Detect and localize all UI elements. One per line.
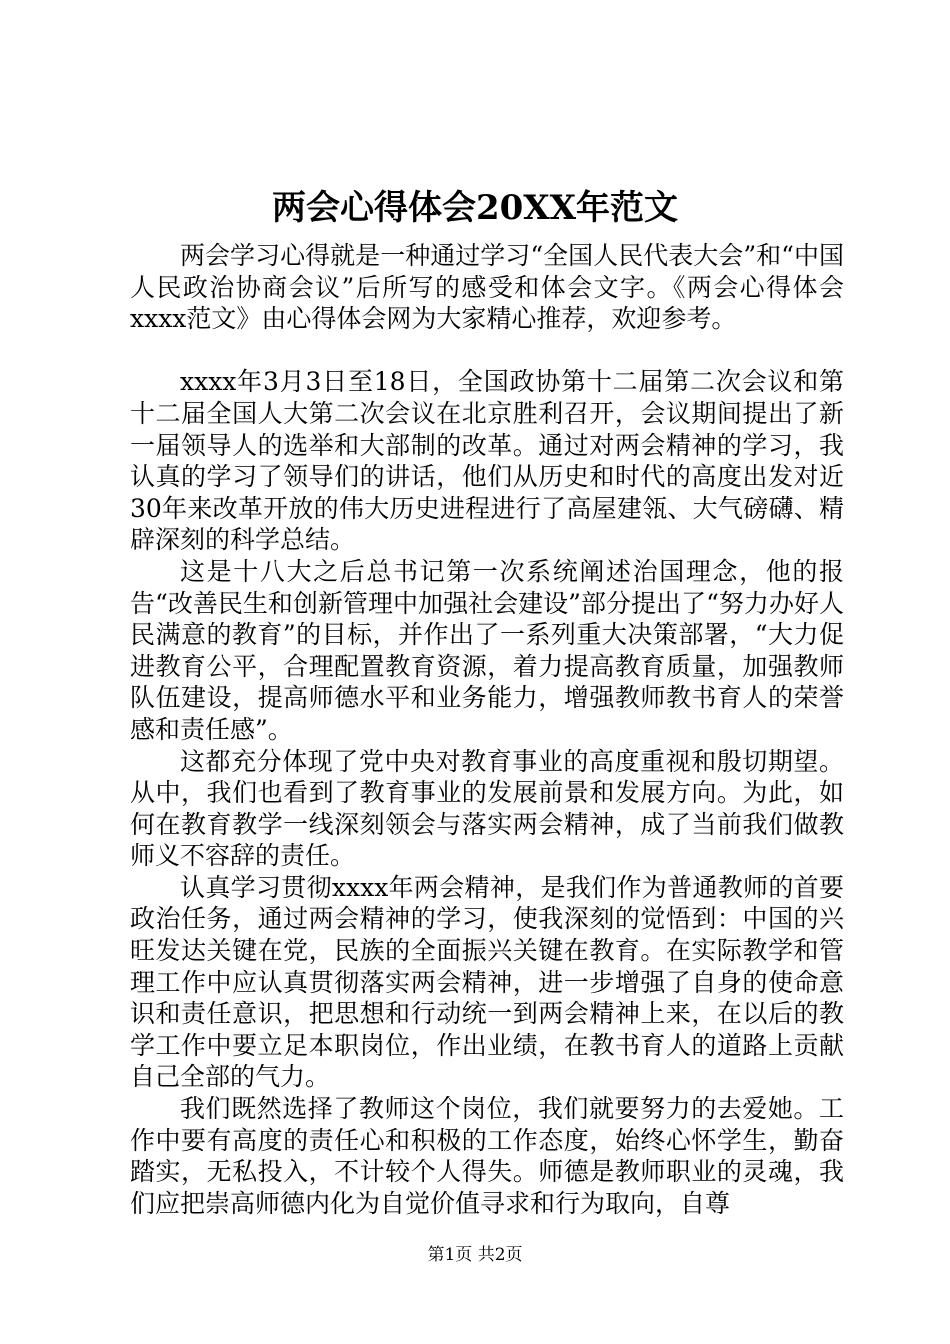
body-paragraph: xxxx年3月3日至18日，全国政协第十二届第二次会议和第十二届全国人大第二次会议在北京胜利召开，会议期间提出了新一届领导人的选举和大部制的改革。通过对两会精神的学习，我认真的学习了领导们的讲话，他们从历史和时代的高度出发对近30年来改革开放的伟大历史进程进行了高屋建瓴、大气磅礴、精辟深刻的科学总结。: [130, 367, 844, 555]
page-number-footer: 第1页 共2页: [427, 1245, 523, 1265]
document-body: [130, 240, 844, 1219]
document-title: 两会心得体会20XX年范文: [271, 188, 679, 228]
body-paragraph: 认真学习贯彻xxxx年两会精神，是我们作为普通教师的首要政治任务，通过两会精神的学习，使我深刻的觉悟到：中国的兴旺发达关键在党，民族的全面振兴关键在教育。在实际教学和管理工作中应认真贯彻落实两会精神，进一步增强了自身的使命意识和责任意识，把思想和行动统一到两会精神上来，在以后的教学工作中要立足本职岗位，作出业绩，在教书育人的道路上贡献自己全部的气力。: [130, 872, 844, 1092]
body-paragraph: 这都充分体现了党中央对教育事业的高度重视和殷切期望。从中，我们也看到了教育事业的发展前景和发展方向。为此，如何在教育教学一线深刻领会与落实两会精神，成了当前我们做教师义不容辞的责任。: [130, 746, 844, 871]
body-paragraph: 我们既然选择了教师这个岗位，我们就要努力的去爱她。工作中要有高度的责任心和积极的工作态度，始终心怀学生，勤奋踏实，无私投入，不计较个人得失。师德是教师职业的灵魂，我们应把崇高师德内化为自觉价值寻求和行为取向，自尊: [130, 1094, 844, 1218]
body-paragraph: 两会学习心得就是一种通过学习“全国人民代表大会”和“中国人民政治协商会议”后所写的感受和体会文字。《两会心得体会xxxx范文》由心得体会网为大家精心推荐，欢迎参考。: [130, 241, 844, 334]
body-paragraph: 这是十八大之后总书记第一次系统阐述治国理念，他的报告“改善民生和创新管理中加强社会建设”部分提出了“努力办好人民满意的教育”的目标，并作出了一系列重大决策部署，“大力促进教育公平，合理配置教育资源，着力提高教育质量，加强教师队伍建设，提高师德水平和业务能力，增强教师教书育人的荣誉感和责任感”。: [130, 556, 844, 744]
